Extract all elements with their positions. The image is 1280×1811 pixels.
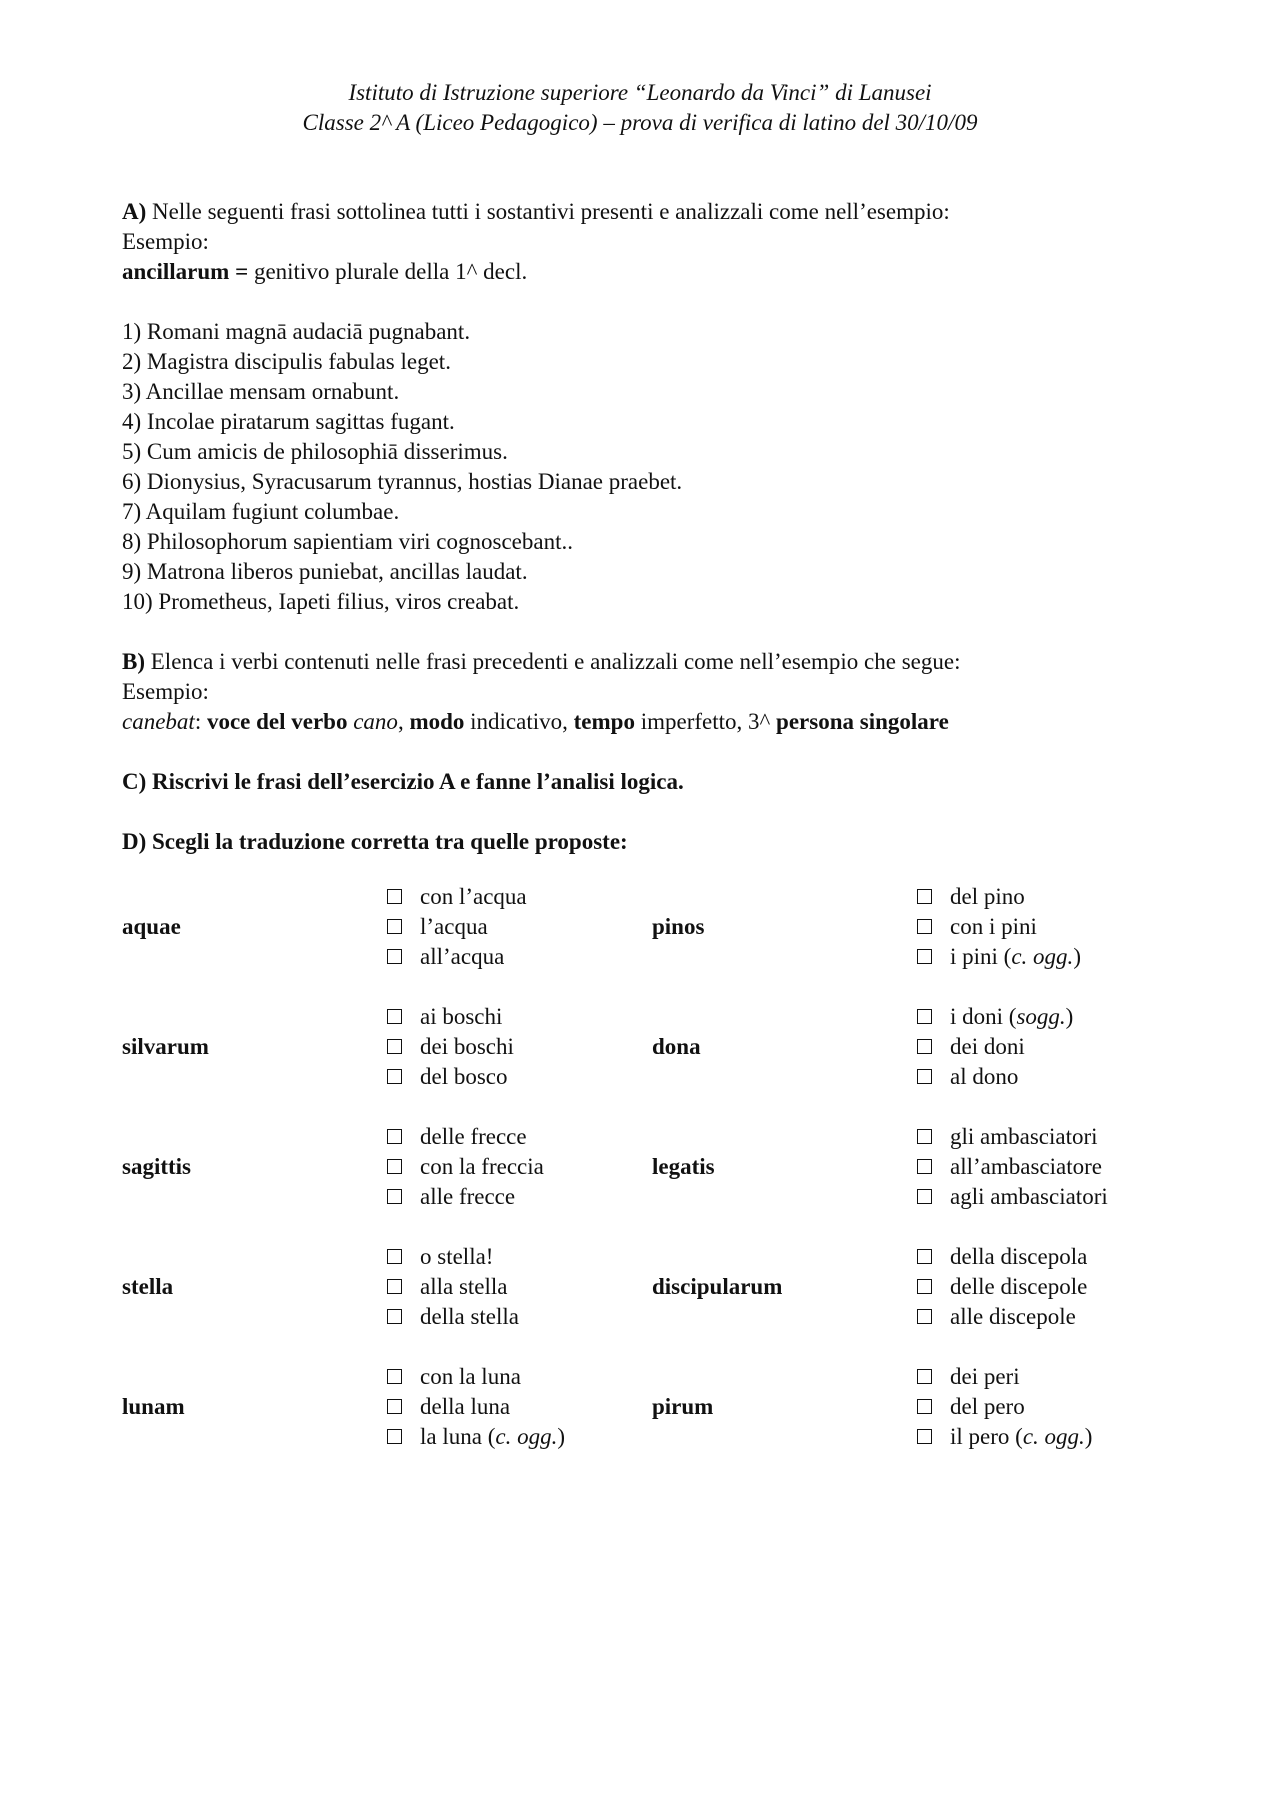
header-class-test: Classe 2^ A (Liceo Pedagogico) – prova di verifica di latino del 30/10/09 — [302, 110, 978, 135]
checkbox[interactable] — [387, 949, 402, 964]
choice-label: alla stella — [420, 1274, 508, 1299]
sentence-item: 6) Dionysius, Syracusarum tyrannus, hostias Dianae praebet. — [122, 469, 683, 494]
choice-option[interactable] — [917, 1122, 1108, 1152]
choice-list — [917, 1242, 1087, 1332]
checkbox[interactable] — [917, 949, 932, 964]
choice-label: dei doni — [950, 1034, 1025, 1059]
choice-label: all’ambasciatore — [950, 1154, 1102, 1179]
section-b-example: canebat: voce del verbo cano, modo indicativo, tempo imperfetto, 3^ persona singolare — [122, 709, 949, 734]
choice-option[interactable] — [387, 1002, 514, 1032]
choice-list — [387, 1362, 565, 1452]
choice-label: con i pini — [950, 914, 1037, 939]
section-b-example-label: Esempio: — [122, 679, 209, 704]
checkbox[interactable] — [917, 1399, 932, 1414]
choice-option[interactable] — [917, 1422, 1092, 1452]
checkbox[interactable] — [387, 919, 402, 934]
checkbox[interactable] — [917, 1159, 932, 1174]
choice-option[interactable] — [387, 1272, 519, 1302]
choice-label: l’acqua — [420, 914, 488, 939]
sentence-item: 2) Magistra discipulis fabulas leget. — [122, 349, 451, 374]
choice-option[interactable] — [917, 1302, 1087, 1332]
choice-label: alle discepole — [950, 1304, 1076, 1329]
latin-term: aquae — [122, 914, 181, 939]
choice-label: alle frecce — [420, 1184, 516, 1209]
choice-list — [917, 882, 1081, 972]
choice-label: dei peri — [950, 1364, 1020, 1389]
checkbox[interactable] — [917, 1039, 932, 1054]
exercise-content — [122, 197, 1162, 857]
choice-option[interactable] — [387, 1122, 544, 1152]
choice-option[interactable] — [387, 1302, 519, 1332]
choice-option[interactable] — [917, 1242, 1087, 1272]
checkbox[interactable] — [387, 1399, 402, 1414]
choice-list — [387, 1242, 519, 1332]
choice-option[interactable] — [387, 1362, 565, 1392]
section-b-letter: B) — [122, 649, 145, 674]
checkbox[interactable] — [917, 1279, 932, 1294]
checkbox[interactable] — [387, 1429, 402, 1444]
latin-term: sagittis — [122, 1154, 191, 1179]
section-b-instruction: B) Elenca i verbi contenuti nelle frasi precedenti e analizzali come nell’esempio che segue: — [122, 649, 961, 674]
choice-option[interactable] — [917, 1182, 1108, 1212]
translation-choices — [122, 882, 1162, 1482]
choice-option[interactable] — [387, 1392, 565, 1422]
choice-label: del pero — [950, 1394, 1025, 1419]
checkbox[interactable] — [917, 889, 932, 904]
choice-label: il pero (c. ogg.) — [950, 1424, 1093, 1449]
sentence-item: 7) Aquilam fugiunt columbae. — [122, 499, 400, 524]
choice-list — [387, 1122, 544, 1212]
checkbox[interactable] — [387, 1159, 402, 1174]
choice-label: con la luna — [420, 1364, 521, 1389]
choice-option[interactable] — [387, 882, 527, 912]
section-d-instruction: D) Scegli la traduzione corretta tra quelle proposte: — [122, 829, 628, 854]
checkbox[interactable] — [387, 889, 402, 904]
choice-option[interactable] — [917, 1062, 1073, 1092]
choice-option[interactable] — [387, 1182, 544, 1212]
section-a-example: ancillarum = genitivo plurale della 1^ decl. — [122, 259, 528, 284]
choice-option[interactable] — [917, 882, 1081, 912]
choice-option[interactable] — [387, 1062, 514, 1092]
sentence-item: 8) Philosophorum sapientiam viri cognoscebant.. — [122, 529, 573, 554]
latin-term: lunam — [122, 1394, 185, 1419]
checkbox[interactable] — [917, 1129, 932, 1144]
latin-term: dona — [652, 1034, 701, 1059]
choice-option[interactable] — [387, 1422, 565, 1452]
checkbox[interactable] — [387, 1009, 402, 1024]
latin-term: pinos — [652, 914, 705, 939]
choice-list — [917, 1002, 1073, 1092]
choice-label: i doni (sogg.) — [950, 1004, 1074, 1029]
choice-group — [122, 1242, 1162, 1362]
choice-option[interactable] — [917, 1032, 1073, 1062]
choice-list — [387, 1002, 514, 1092]
checkbox[interactable] — [387, 1039, 402, 1054]
sentence-item: 5) Cum amicis de philosophiā disserimus. — [122, 439, 508, 464]
choice-option[interactable] — [387, 942, 527, 972]
choice-label: ai boschi — [420, 1004, 503, 1029]
choice-list — [917, 1122, 1108, 1212]
choice-option[interactable] — [387, 1152, 544, 1182]
choice-option[interactable] — [917, 942, 1081, 972]
latin-term: discipularum — [652, 1274, 783, 1299]
checkbox[interactable] — [387, 1309, 402, 1324]
choice-option[interactable] — [387, 1242, 519, 1272]
checkbox[interactable] — [387, 1129, 402, 1144]
choice-option[interactable] — [387, 912, 527, 942]
choice-label: con l’acqua — [420, 884, 527, 909]
choice-label: la luna (c. ogg.) — [420, 1424, 565, 1449]
choice-option[interactable] — [387, 1032, 514, 1062]
latin-term: silvarum — [122, 1034, 209, 1059]
section-c-instruction: C) Riscrivi le frasi dell’esercizio A e fanne l’analisi logica. — [122, 769, 684, 794]
sentence-list — [122, 317, 1162, 617]
choice-option[interactable] — [917, 1152, 1108, 1182]
choice-label: delle frecce — [420, 1124, 527, 1149]
section-a-instruction: A) Nelle seguenti frasi sottolinea tutti i sostantivi presenti e analizzali come nell’esempio: — [122, 199, 950, 224]
checkbox[interactable] — [387, 1279, 402, 1294]
checkbox[interactable] — [387, 1369, 402, 1384]
checkbox[interactable] — [917, 1249, 932, 1264]
checkbox[interactable] — [917, 1369, 932, 1384]
choice-label: della discepola — [950, 1244, 1088, 1269]
choice-label: della luna — [420, 1394, 511, 1419]
section-a-letter: A) — [122, 199, 147, 224]
header-school: Istituto di Istruzione superiore “Leonardo da Vinci” di Lanusei — [348, 80, 932, 105]
choice-option[interactable] — [917, 1002, 1073, 1032]
choice-label: o stella! — [420, 1244, 494, 1269]
checkbox[interactable] — [387, 1249, 402, 1264]
sentence-item: 10) Prometheus, Iapeti filius, viros creabat. — [122, 589, 520, 614]
choice-label: gli ambasciatori — [950, 1124, 1098, 1149]
checkbox[interactable] — [917, 1069, 932, 1084]
section-a-example-label: Esempio: — [122, 229, 209, 254]
choice-label: i pini (c. ogg.) — [950, 944, 1081, 969]
choice-label: delle discepole — [950, 1274, 1088, 1299]
choice-option[interactable] — [917, 1272, 1087, 1302]
choice-option[interactable] — [917, 1362, 1092, 1392]
latin-term: legatis — [652, 1154, 715, 1179]
sentence-item: 1) Romani magnā audaciā pugnabant. — [122, 319, 471, 344]
choice-list — [917, 1362, 1092, 1452]
choice-label: della stella — [420, 1304, 519, 1329]
choice-group — [122, 1122, 1162, 1242]
checkbox[interactable] — [917, 1429, 932, 1444]
document-header — [0, 78, 1280, 138]
checkbox[interactable] — [387, 1069, 402, 1084]
choice-label: dei boschi — [420, 1034, 514, 1059]
sentence-item: 9) Matrona liberos puniebat, ancillas laudat. — [122, 559, 528, 584]
choice-label: del pino — [950, 884, 1025, 909]
sentence-item: 4) Incolae piratarum sagittas fugant. — [122, 409, 455, 434]
choice-option[interactable] — [917, 1392, 1092, 1422]
choice-label: agli ambasciatori — [950, 1184, 1108, 1209]
checkbox[interactable] — [917, 1189, 932, 1204]
choice-label: al dono — [950, 1064, 1019, 1089]
choice-group — [122, 882, 1162, 1002]
sentence-item: 3) Ancillae mensam ornabunt. — [122, 379, 400, 404]
choice-label: con la freccia — [420, 1154, 544, 1179]
choice-group — [122, 1002, 1162, 1122]
checkbox[interactable] — [387, 1189, 402, 1204]
checkbox[interactable] — [917, 919, 932, 934]
latin-term: pirum — [652, 1394, 714, 1419]
choice-label: del bosco — [420, 1064, 508, 1089]
choice-label: all’acqua — [420, 944, 505, 969]
latin-term: stella — [122, 1274, 174, 1299]
checkbox[interactable] — [917, 1009, 932, 1024]
choice-option[interactable] — [917, 912, 1081, 942]
choice-list — [387, 882, 527, 972]
checkbox[interactable] — [917, 1309, 932, 1324]
choice-group — [122, 1362, 1162, 1482]
